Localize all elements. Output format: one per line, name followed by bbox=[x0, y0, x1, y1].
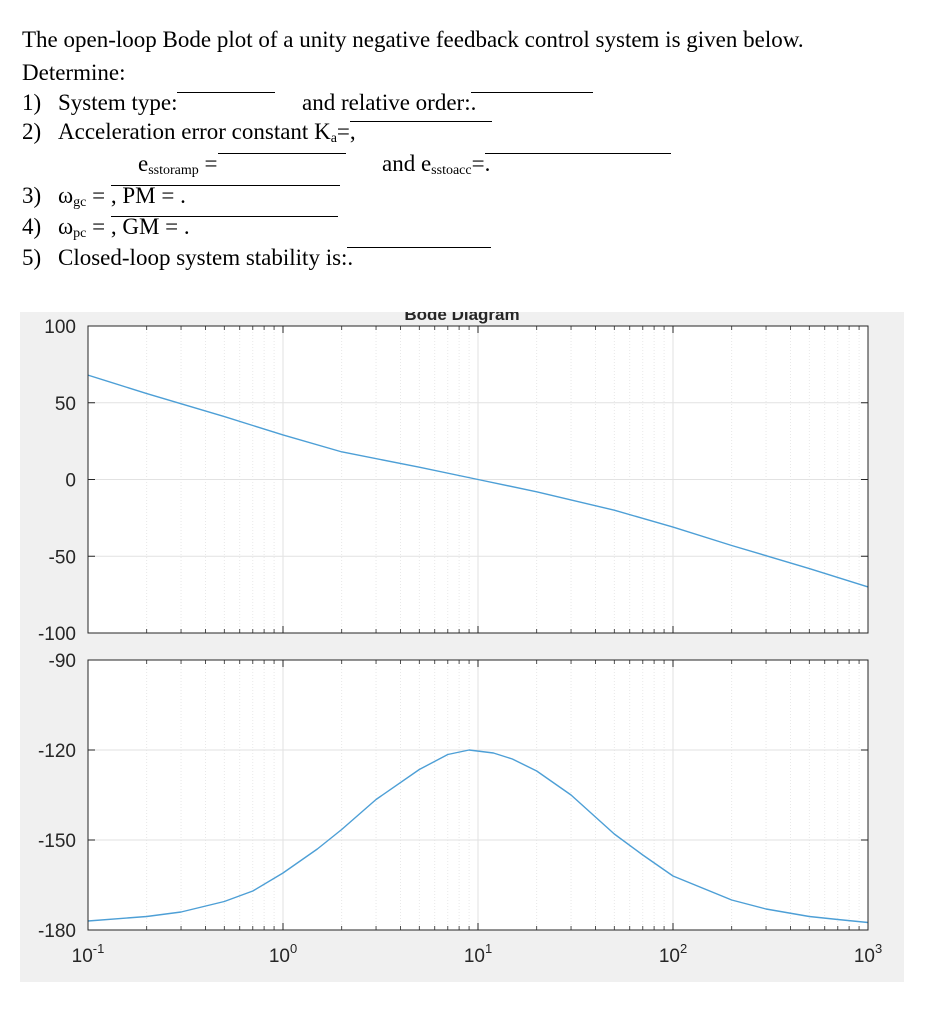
x-tick-label: $10^2$ bbox=[658, 941, 688, 967]
y-tick-label: -50 bbox=[48, 547, 76, 569]
q5-number: 5) bbox=[22, 245, 42, 270]
determine-label: Determine: bbox=[22, 60, 126, 85]
bode-title: Bode Diagram bbox=[404, 312, 520, 324]
y-tick-label: 0 bbox=[65, 470, 76, 492]
q1-number: 1) bbox=[22, 90, 42, 115]
x-tick-label: $10^1$ bbox=[463, 941, 493, 967]
q2-number: 2) bbox=[22, 119, 42, 144]
y-tick-label: -150 bbox=[37, 831, 76, 852]
q3-number: 3) bbox=[22, 183, 42, 208]
y-tick-label: -120 bbox=[37, 741, 76, 762]
y-tick-label: 50 bbox=[54, 393, 76, 415]
x-tick-label: $10^3$ bbox=[853, 941, 883, 967]
q5-stability: Closed-loop system stability is: . bbox=[58, 246, 353, 269]
q1-relative-order: and relative order: . bbox=[302, 91, 476, 114]
y-tick-label: -100 bbox=[37, 624, 76, 645]
q3-wgc: $\omega_{gc}$ = , PM = . bbox=[58, 184, 186, 210]
x-tick-label: $10^0$ bbox=[268, 941, 298, 967]
x-tick-label: $10^{-1}$ bbox=[71, 941, 105, 967]
q4-number: 4) bbox=[22, 214, 42, 239]
bode-plot-svg bbox=[20, 312, 904, 982]
y-tick-label: -180 bbox=[37, 921, 76, 942]
y-tick-label: -90 bbox=[48, 651, 76, 672]
intro-line: The open-loop Bode plot of a unity negative feedback control system is given below. bbox=[22, 27, 804, 52]
q1-system-type: System type: bbox=[58, 91, 177, 114]
bode-figure bbox=[20, 312, 904, 982]
y-tick-label: 100 bbox=[44, 317, 76, 338]
q4-wpc: $\omega_{pc}$ = , GM = . bbox=[58, 215, 190, 241]
q2-ess-ramp: $e_{sstoramp}$ = bbox=[138, 152, 218, 178]
q2-ess-acc: and $e_{sstoacc}=$ . bbox=[382, 152, 490, 178]
q2-acceleration-constant: Acceleration error constant $K_a=$ , bbox=[58, 120, 356, 146]
question-text bbox=[0, 0, 942, 290]
